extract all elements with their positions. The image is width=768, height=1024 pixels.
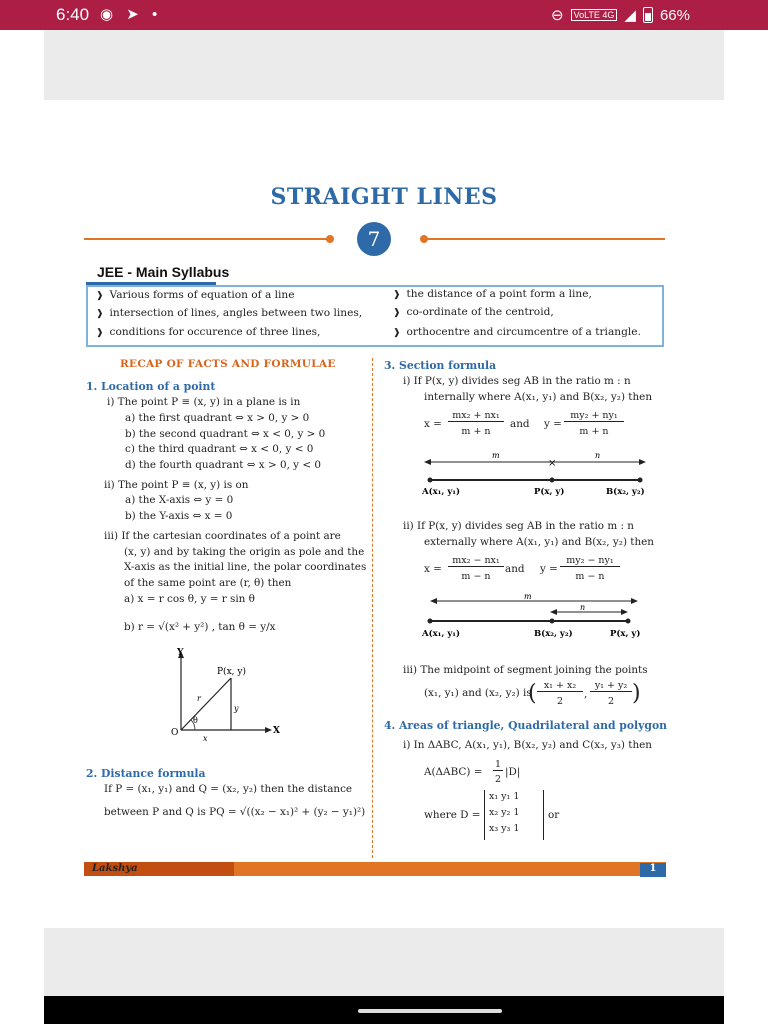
y-axis-label: Y xyxy=(177,648,184,658)
viewer-top-margin xyxy=(44,30,724,100)
text-line: internally where A(x₁, y₁) and B(x₂, y₂) then xyxy=(424,391,653,403)
text-line: a) the X-axis ⇔ y = 0 xyxy=(125,494,234,506)
recap-heading: RECAP OF FACTS AND FORMULAE xyxy=(120,358,336,370)
origin-label: O xyxy=(171,728,179,738)
chat-bubble-icon: ◉ xyxy=(100,6,114,23)
arrow-left-icon xyxy=(424,459,431,465)
text-line: externally where A(x₁, y₁) and B(x₂, y₂) then xyxy=(424,536,655,548)
section-heading: 4. Areas of triangle, Quadrilateral and polygon xyxy=(384,719,668,732)
point-a xyxy=(428,478,433,483)
arrow-right-icon xyxy=(639,459,646,465)
clock: 6:40 xyxy=(56,5,90,24)
fraction-denominator: m + n xyxy=(461,426,491,437)
fraction-numerator: my₂ + ny₁ xyxy=(564,410,624,422)
page-number: 1 xyxy=(640,863,666,877)
fraction-denominator: 2 xyxy=(607,696,615,707)
bullet-icon: ❱ xyxy=(96,309,104,319)
label-b: B(x₂, y₂) xyxy=(534,629,573,639)
point-b xyxy=(638,478,643,483)
system-icons xyxy=(551,6,690,24)
point-p xyxy=(550,478,555,483)
area-lhs: A(ΔABC) = xyxy=(424,766,483,778)
network-badge: VoLTE 4G xyxy=(571,9,618,21)
point-label: P(x, y) xyxy=(217,667,246,677)
label-a: A(x₁, y₁) xyxy=(422,629,461,639)
point-a xyxy=(428,619,433,624)
fraction-numerator: mx₂ − nx₁ xyxy=(448,555,504,567)
and-text: and xyxy=(505,563,525,575)
fraction-denominator: 2 xyxy=(494,774,502,785)
comma: , xyxy=(584,688,588,700)
fraction-denominator: m − n xyxy=(575,571,605,582)
arrow-left-icon xyxy=(550,609,557,615)
title-rule-left xyxy=(84,238,330,240)
point-p xyxy=(626,619,631,624)
fraction-denominator: 2 xyxy=(556,696,564,707)
bullet-icon: ❱ xyxy=(393,328,401,338)
x-length-label: x xyxy=(203,734,208,743)
m-label: m xyxy=(492,451,500,460)
text-line: If P = (x₁, y₁) and Q = (x₂, y₂) then the distance xyxy=(104,783,353,795)
n-label: n xyxy=(595,451,601,460)
determinant xyxy=(484,790,544,840)
determinant-row: x₃ y₃ 1 xyxy=(489,823,520,834)
cross-marker: × xyxy=(548,458,557,469)
column-divider xyxy=(372,358,373,858)
y-length-label: y xyxy=(234,704,239,713)
x-axis-label: X xyxy=(273,726,280,736)
signal-icon: ◢ xyxy=(624,7,636,24)
footer-brand: Lakshya xyxy=(92,863,138,874)
text-line: i) If P(x, y) divides seg AB in the ratio m : n xyxy=(403,375,631,387)
text-line: i) In ΔABC, A(x₁, y₁), B(x₂, y₂) and C(x₃, y₃) then xyxy=(403,739,652,751)
navigation-bar xyxy=(44,996,724,1024)
fraction-denominator: m − n xyxy=(461,571,491,582)
internal-division-diagram xyxy=(420,448,650,500)
syllabus-heading: JEE - Main Syllabus xyxy=(97,264,230,280)
determinant-row: x₁ y₁ 1 xyxy=(489,791,520,802)
arrow-right-icon xyxy=(265,727,272,733)
text-line: iii) The midpoint of segment joining the points xyxy=(403,664,648,676)
syllabus-item: ❱ conditions for occurence of three lines, xyxy=(96,326,321,338)
notification-icons xyxy=(100,5,166,23)
and-text: and xyxy=(510,418,530,430)
battery-level: 66% xyxy=(659,6,690,24)
text-line: a) the first quadrant ⇔ x > 0, y > 0 xyxy=(125,412,310,424)
arrow-right-icon xyxy=(621,609,628,615)
point-b xyxy=(550,619,555,624)
formula-line: between P and Q is PQ = √((x₂ − x₁)² + (y₂ − y₁)²) xyxy=(104,806,366,818)
bullet-icon: ❱ xyxy=(393,308,401,318)
bullet-icon: ❱ xyxy=(96,291,104,301)
bullet-icon: ❱ xyxy=(393,290,401,300)
fraction-numerator: x₁ + x₂ xyxy=(537,680,583,692)
section-heading: 2. Distance formula xyxy=(86,767,206,780)
fraction-numerator: mx₂ + nx₁ xyxy=(448,410,504,422)
text-line: ii) If P(x, y) divides seg AB in the ratio m : n xyxy=(403,520,634,532)
x-equals: x = xyxy=(424,563,442,575)
text-line: (x₁, y₁) and (x₂, y₂) is xyxy=(424,687,532,699)
chapter-title: STRAIGHT LINES xyxy=(270,184,498,210)
r-label: r xyxy=(197,694,201,703)
status-bar xyxy=(0,0,768,30)
n-label: n xyxy=(580,603,586,612)
label-p: P(x, y) xyxy=(534,487,565,497)
title-rule-right xyxy=(425,238,665,240)
label-a: A(x₁, y₁) xyxy=(422,487,461,497)
text-line: b) the Y-axis ⇔ x = 0 xyxy=(125,510,233,522)
text-line: a) x = r cos θ, y = r sin θ xyxy=(124,593,255,605)
syllabus-item: ❱ intersection of lines, angles between two lines, xyxy=(96,307,363,319)
m-label: m xyxy=(524,592,532,601)
arrow-left-icon xyxy=(430,598,437,604)
text-line: b) the second quadrant ⇔ x < 0, y > 0 xyxy=(125,428,326,440)
syllabus-item: ❱ the distance of a point form a line, xyxy=(393,288,592,300)
y-equals: y = xyxy=(544,418,562,430)
where-d: where D = xyxy=(424,809,481,821)
syllabus-item: ❱ orthocentre and circumcentre of a triangle. xyxy=(393,326,641,338)
polar-diagram xyxy=(165,645,290,745)
bullet-icon: ❱ xyxy=(96,328,104,338)
text-line: (x, y) and by taking the origin as pole and the xyxy=(124,546,365,558)
dot-icon: • xyxy=(152,6,158,23)
text-line: d) the fourth quadrant ⇔ x > 0, y < 0 xyxy=(125,459,321,471)
x-equals: x = xyxy=(424,418,442,430)
determinant-row: x₂ y₂ 1 xyxy=(489,807,520,818)
text-line: c) the third quadrant ⇔ x < 0, y < 0 xyxy=(125,443,314,455)
syllabus-item: ❱ co-ordinate of the centroid, xyxy=(393,306,554,318)
text-line: ii) The point P ≡ (x, y) is on xyxy=(104,479,249,491)
text-line: i) The point P ≡ (x, y) in a plane is in xyxy=(107,396,301,408)
external-division-diagram xyxy=(420,592,650,644)
section-heading: 3. Section formula xyxy=(384,359,497,372)
text-line: X-axis as the initial line, the polar coordinates xyxy=(124,561,367,573)
abs-d: |D| xyxy=(505,766,521,778)
fraction-numerator: 1 xyxy=(494,759,502,770)
y-equals: y = xyxy=(540,563,558,575)
fraction-numerator: y₁ + y₂ xyxy=(590,680,632,692)
arrow-right-icon xyxy=(631,598,638,604)
or-text: or xyxy=(548,809,560,821)
viewer-bottom-margin xyxy=(44,928,724,996)
chapter-number: 7 xyxy=(357,222,391,256)
paren-close: ) xyxy=(632,681,641,706)
syllabus-item: ❱ Various forms of equation of a line xyxy=(96,289,295,301)
text-line: of the same point are (r, θ) then xyxy=(124,577,292,589)
fraction-denominator: m + n xyxy=(579,426,609,437)
battery-icon xyxy=(643,7,653,23)
label-p: P(x, y) xyxy=(610,629,641,639)
rule-dot-left xyxy=(326,235,334,243)
section-heading: 1. Location of a point xyxy=(86,380,216,393)
label-b: B(x₂, y₂) xyxy=(606,487,645,497)
paren-open: ( xyxy=(528,681,537,706)
fraction-numerator: my₂ − ny₁ xyxy=(560,555,620,567)
formula-line: b) r = √(x² + y²) , tan θ = y/x xyxy=(124,621,276,633)
dnd-icon: ⊖ xyxy=(550,7,564,24)
home-gesture-pill[interactable] xyxy=(358,1009,502,1013)
theta-label: θ xyxy=(193,716,198,725)
telegram-icon: ➤ xyxy=(126,6,139,23)
text-line: iii) If the cartesian coordinates of a point are xyxy=(104,530,341,542)
radius-line xyxy=(181,678,231,730)
